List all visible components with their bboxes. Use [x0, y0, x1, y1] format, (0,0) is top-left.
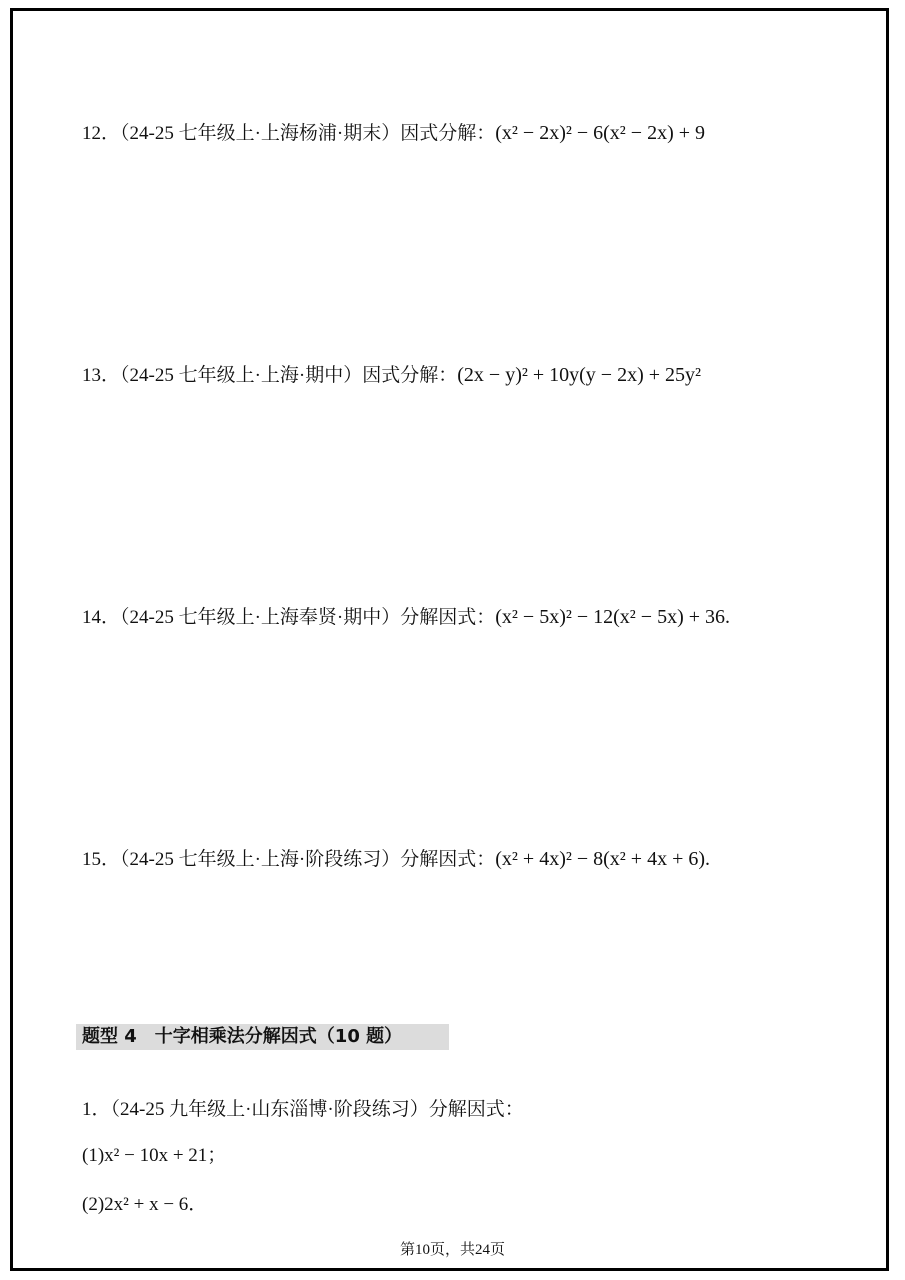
problem-stem: 分解因式： — [428, 1099, 524, 1120]
problem-expression: (2x − y)² + 10y(y − 2x) + 25y² — [457, 364, 702, 386]
problem-stem: 因式分解： — [362, 365, 458, 386]
problem-expression: (x² − 2x)² − 6(x² − 2x) + 9 — [495, 122, 706, 144]
problem-expression: (x² − 5x)² − 12(x² − 5x) + 36. — [495, 606, 731, 628]
problem-stem: 分解因式： — [400, 607, 496, 628]
problem-source: （24-25 九年级上·山东淄博·阶段练习） — [110, 1099, 429, 1120]
problem-part-1: (1)x² − 10x + 21； — [82, 1145, 227, 1166]
problem-number: 13． — [82, 365, 121, 386]
problem-13 — [82, 362, 701, 389]
problem-number: 15． — [82, 849, 121, 870]
problem-14 — [82, 604, 730, 631]
problem-part-2: (2)2x² + x − 6． — [82, 1194, 208, 1215]
problem-number: 12． — [82, 123, 121, 144]
problem-source: （24-25 七年级上·上海·期中） — [120, 365, 363, 386]
page-border — [10, 8, 889, 1271]
problem-source: （24-25 七年级上·上海杨浦·期末） — [120, 123, 401, 144]
page-number-footer: 第10页，共24页 — [399, 1242, 505, 1258]
section-title: 题型 4 十字相乘法分解因式（10 题） — [82, 1026, 403, 1047]
problem-stem: 因式分解： — [400, 123, 496, 144]
problem-number: 1． — [82, 1099, 111, 1120]
section-problem-1 — [82, 1096, 524, 1123]
problem-stem: 分解因式： — [400, 849, 496, 870]
problem-source: （24-25 七年级上·上海奉贤·期中） — [120, 607, 401, 628]
problem-12 — [82, 120, 705, 147]
problem-number: 14． — [82, 607, 121, 628]
problem-expression: (x² + 4x)² − 8(x² + 4x + 6). — [495, 848, 711, 870]
section-header — [76, 1024, 449, 1050]
problem-source: （24-25 七年级上·上海·阶段练习） — [120, 849, 401, 870]
problem-15 — [82, 846, 710, 873]
